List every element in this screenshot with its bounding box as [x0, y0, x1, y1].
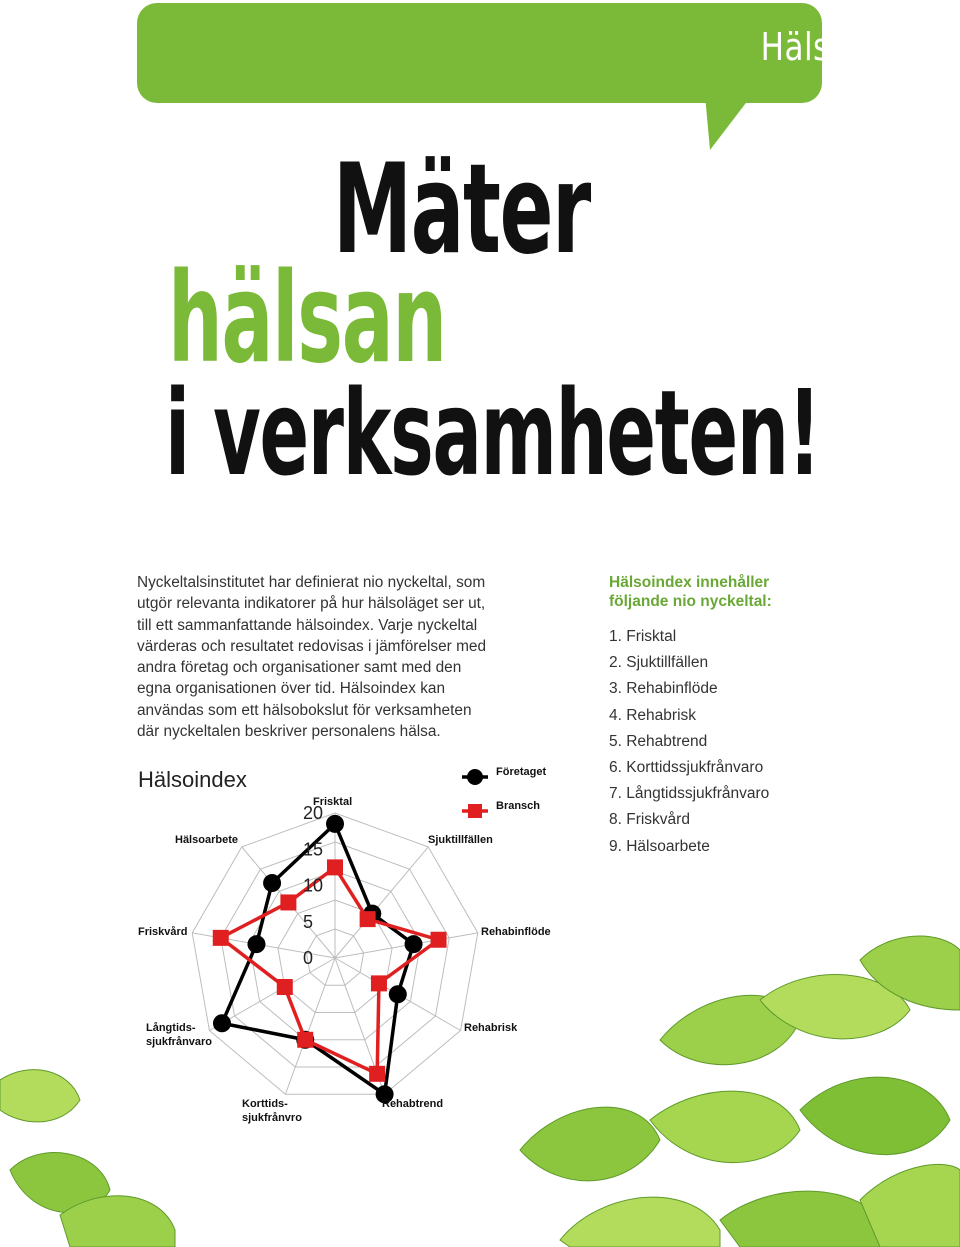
chart-legend	[462, 766, 546, 818]
data-point	[213, 930, 229, 946]
data-point	[431, 932, 447, 948]
legend-item	[462, 800, 540, 818]
kpi-list-item: 5. Rehabtrend	[609, 732, 708, 750]
axis-label: Rehabinflöde	[481, 926, 551, 938]
radar-grid-spoke	[285, 958, 335, 1094]
axis-label: Friskvård	[138, 926, 188, 938]
axis-label: Frisktal	[313, 796, 353, 808]
radar-series	[213, 815, 447, 1103]
tick-label: 0	[303, 948, 314, 968]
headline-line-2: hälsan	[168, 247, 446, 391]
data-point	[247, 935, 265, 953]
axis-label: Korttids-sjukfrånvro	[242, 1098, 302, 1124]
legend-marker	[468, 804, 482, 818]
legend-label: Företaget	[496, 766, 547, 778]
kpi-list-item: 9. Hälsoarbete	[609, 837, 710, 855]
radar-ticks	[303, 803, 323, 968]
axis-label: Sjuktillfällen	[428, 834, 493, 846]
headline-line-1: Mäter	[333, 138, 591, 282]
data-point	[280, 894, 296, 910]
headline-line-3: i verksamheten!	[165, 364, 820, 502]
kpi-list-item: 2. Sjuktillfällen	[609, 654, 709, 672]
data-point	[389, 985, 407, 1003]
legend-label: Bransch	[496, 800, 541, 812]
data-point	[263, 874, 281, 892]
kpi-list-item: 6. Korttidssjukfrånvaro	[609, 759, 764, 777]
header-title: Hälsoindex	[760, 25, 936, 69]
tick-label: 15	[303, 839, 324, 860]
intro-paragraph: Nyckeltalsinstitutet har definierat nio nyckeltal, som utgör relevanta indikatorer på hur hälsoläget ser ut, till ett sammanfattande hälsoindex. Varje nyckeltal värderas och resultatet redovisas i jämförelser med andra företag och organisationer samt med den egna organisationen över tid. Hälsoindex kan användas som ett hälsobokslut för verksamheten där nyckeltalen beskriver personalens hälsa.	[137, 574, 487, 741]
axis-label: Hälsoarbete	[175, 834, 238, 846]
data-point	[371, 975, 387, 991]
kpi-list-item: 3. Rehabinflöde	[609, 680, 718, 698]
data-point	[327, 859, 343, 875]
data-point	[405, 935, 423, 953]
data-point	[213, 1014, 231, 1032]
kpi-list-item: 7. Långtidssjukfrånvaro	[609, 785, 770, 803]
data-point	[360, 911, 376, 927]
kpi-list-heading: Hälsoindex innehåller följande nio nyckeltal:	[609, 574, 772, 610]
data-point	[369, 1066, 385, 1082]
data-point	[326, 815, 344, 833]
data-point	[277, 979, 293, 995]
kpi-list-item: 8. Friskvård	[609, 811, 690, 829]
data-point	[297, 1032, 313, 1048]
tick-label: 20	[303, 803, 324, 823]
tick-label: 10	[303, 875, 324, 896]
axis-label: Rehabtrend	[382, 1098, 444, 1110]
series-industry	[213, 859, 447, 1081]
chart-title: Hälsoindex	[138, 767, 247, 792]
kpi-list-item: 4. Rehabrisk	[609, 706, 697, 724]
axis-label: Rehabrisk	[464, 1022, 518, 1034]
legend-marker	[467, 769, 483, 785]
kpi-list-item: 1. Frisktal	[609, 628, 677, 645]
legend-item	[462, 766, 546, 785]
axis-label: Långtids-sjukfrånvaro	[146, 1022, 213, 1048]
tick-label: 5	[303, 911, 314, 932]
